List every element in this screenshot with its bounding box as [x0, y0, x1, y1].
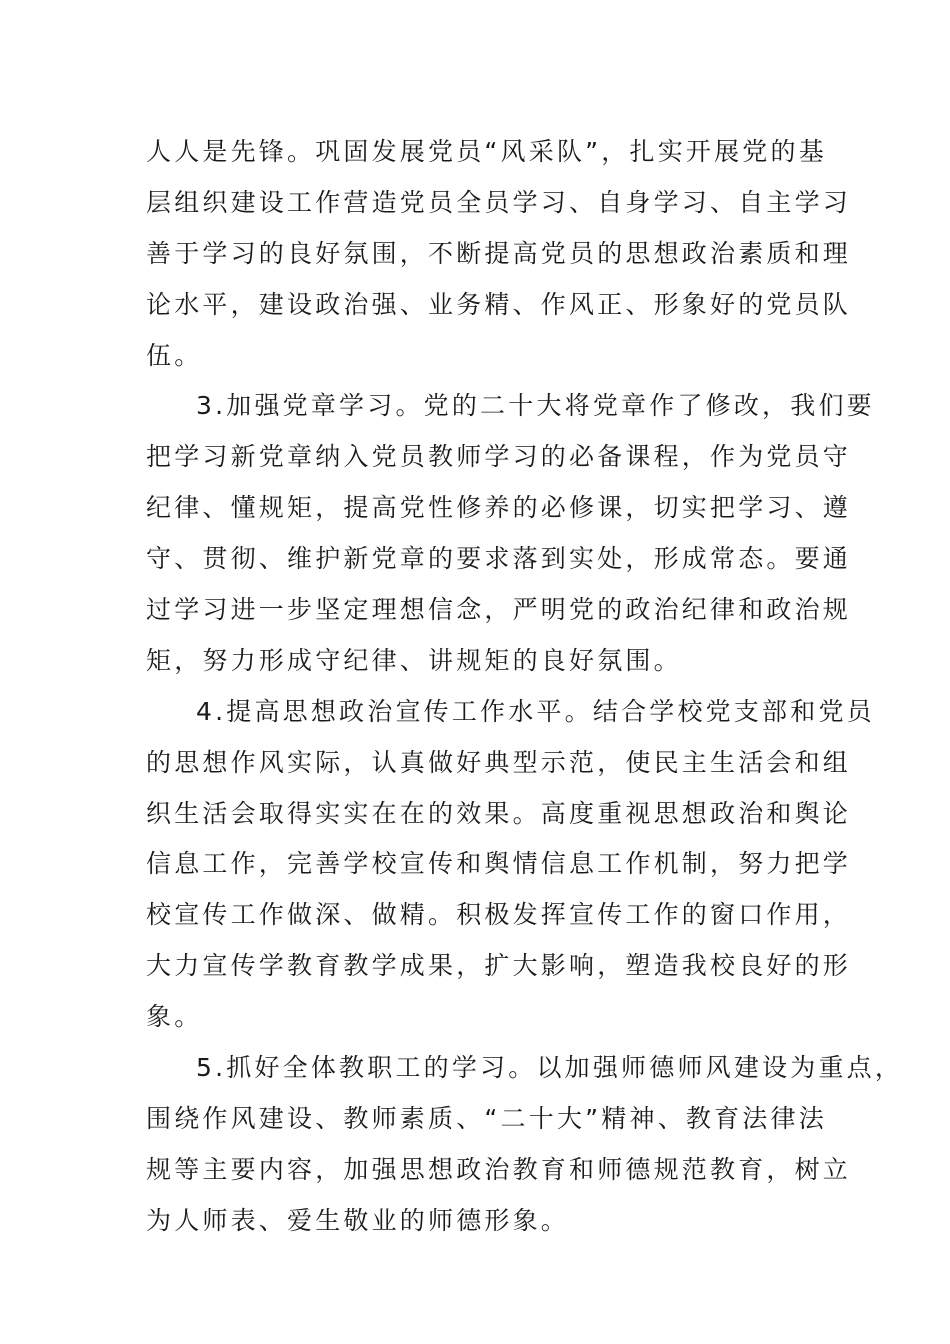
paragraph-2	[146, 381, 875, 686]
paragraph-line: 规等主要内容，加强思想政治教育和师德规范教育，树立	[146, 1154, 852, 1184]
paragraph-line: 大力宣传学教育教学成果，扩大影响，塑造我校良好的形	[146, 951, 852, 981]
paragraph-line: 过学习进一步坚定理想信念，严明党的政治纪律和政治规	[146, 595, 852, 625]
paragraph-line: 把学习新党章纳入党员教师学习的必备课程，作为党员守	[146, 442, 852, 472]
paragraph-1	[146, 127, 852, 381]
paragraph-line: 矩，努力形成守纪律、讲规矩的良好氛围。	[146, 645, 682, 675]
paragraph-line: 5.抓好全体教职工的学习。以加强师德师风建设为重点，	[196, 1053, 904, 1083]
paragraph-3	[146, 687, 875, 1043]
paragraph-line: 围绕作风建设、教师素质、“二十大”精神、教育法律法	[146, 1103, 827, 1133]
paragraph-line: 织生活会取得实实在在的效果。高度重视思想政治和舆论	[146, 798, 852, 828]
paragraph-line: 信息工作，完善学校宣传和舆情信息工作机制，努力把学	[146, 849, 852, 879]
paragraph-line: 纪律、懂规矩，提高党性修养的必修课，切实把学习、遵	[146, 493, 852, 523]
paragraph-line: 3.加强党章学习。党的二十大将党章作了修改，我们要	[196, 391, 875, 421]
paragraph-line: 论水平，建设政治强、业务精、作风正、形象好的党员队	[146, 289, 852, 319]
paragraph-line: 为人师表、爱生敬业的师德形象。	[146, 1205, 570, 1235]
paragraph-line: 象。	[146, 1002, 203, 1032]
document-body	[146, 127, 904, 1247]
paragraph-line: 人人是先锋。巩固发展党员“风采队”，扎实开展党的基	[146, 137, 827, 166]
paragraph-line: 4.提高思想政治宣传工作水平。结合学校党支部和党员	[196, 696, 875, 726]
paragraph-line: 守、贯彻、维护新党章的要求落到实处，形成常态。要通	[146, 544, 852, 574]
paragraph-line: 伍。	[146, 340, 203, 370]
paragraph-4	[146, 1043, 904, 1247]
paragraph-line: 善于学习的良好氛围，不断提高党员的思想政治素质和理	[146, 238, 852, 268]
paragraph-line: 层组织建设工作营造党员全员学习、自身学习、自主学习	[146, 187, 852, 217]
paragraph-line: 的思想作风实际，认真做好典型示范，使民主生活会和组	[146, 747, 852, 777]
paragraph-line: 校宣传工作做深、做精。积极发挥宣传工作的窗口作用，	[146, 900, 852, 930]
